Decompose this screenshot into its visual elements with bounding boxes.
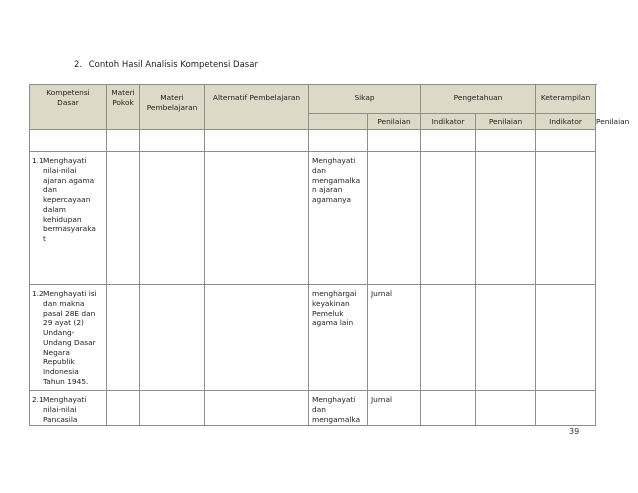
kd-cell: 1.2 Menghayati isi dan makna pasal 28E dan 29 ayat (2) Undang-Undang Dasar Negara Republik Indonesia Tahun 1945. [30,285,107,391]
page-number: 39 [569,427,580,436]
header-keterampilan: Keterampilan [536,85,596,114]
header-pengetahuan: Pengetahuan [421,85,536,114]
subheader-keterampilan-indikator: Indikator [536,114,596,130]
header-kompetensi-dasar: Kompetensi Dasar [30,85,107,130]
sikap-penilaian-cell: Jurnal [368,391,421,426]
sikap-cell: Menghayati dan mengamalka [309,391,368,426]
header-alternatif-pembelajaran: Alternatif Pembelajaran [205,85,309,130]
kd-cell: 1.1 Menghayati nilai-nilai ajaran agama dan kepercayaan dalam kehidupan bermasyaraka t [30,152,107,285]
subheader-sikap-indikator [309,114,368,130]
sikap-cell: Menghayati dan mengamalka n ajaran agamanya [309,152,368,285]
subheader-pengetahuan-penilaian: Penilaian [476,114,536,130]
section-number: 2. [74,60,83,70]
sikap-penilaian-cell [368,152,421,285]
table-row [30,152,596,285]
table-row [30,285,596,391]
kd-analysis-table: Kompetensi Dasar Materi Pokok Materi Pembelajaran Alternatif Pembelajaran Sikap Pengetahuan Keterampilan Penilaian Indikator Penilaian Indikator Penilaian 1.1 Menghayati nilai-nilai ajaran agama dan kepercayaan dalam kehidupan bermasyaraka t Menghayati dan mengamalka n ajaran agamanya 1.2 Menghayati isi dan makna pasal 28E dan 29 ayat (2) Undang-Undang Dasar Negara Republik Indonesia Tahun 1945. menghargai keyakinan Pemeluk agama lain Jurnal 2.1 Menghayati nilai-nilai Pancasila Menghayati dan mengamalka Jurnal [29,84,596,426]
section-heading [74,60,258,70]
sikap-cell: menghargai keyakinan Pemeluk agama lain [309,285,368,391]
sikap-penilaian-cell: Jurnal [368,285,421,391]
section-title: Contoh Hasil Analisis Kompetensi Dasar [88,60,258,70]
table-row-spacer [30,130,596,152]
subheader-sikap-penilaian: Penilaian [368,114,421,130]
table-row [30,391,596,426]
header-materi-pembelajaran: Materi Pembelajaran [140,85,205,130]
subheader-pengetahuan-indikator: Indikator [421,114,476,130]
header-materi-pokok: Materi Pokok [107,85,140,130]
header-sikap: Sikap [309,85,421,114]
kd-cell: 2.1 Menghayati nilai-nilai Pancasila [30,391,107,426]
